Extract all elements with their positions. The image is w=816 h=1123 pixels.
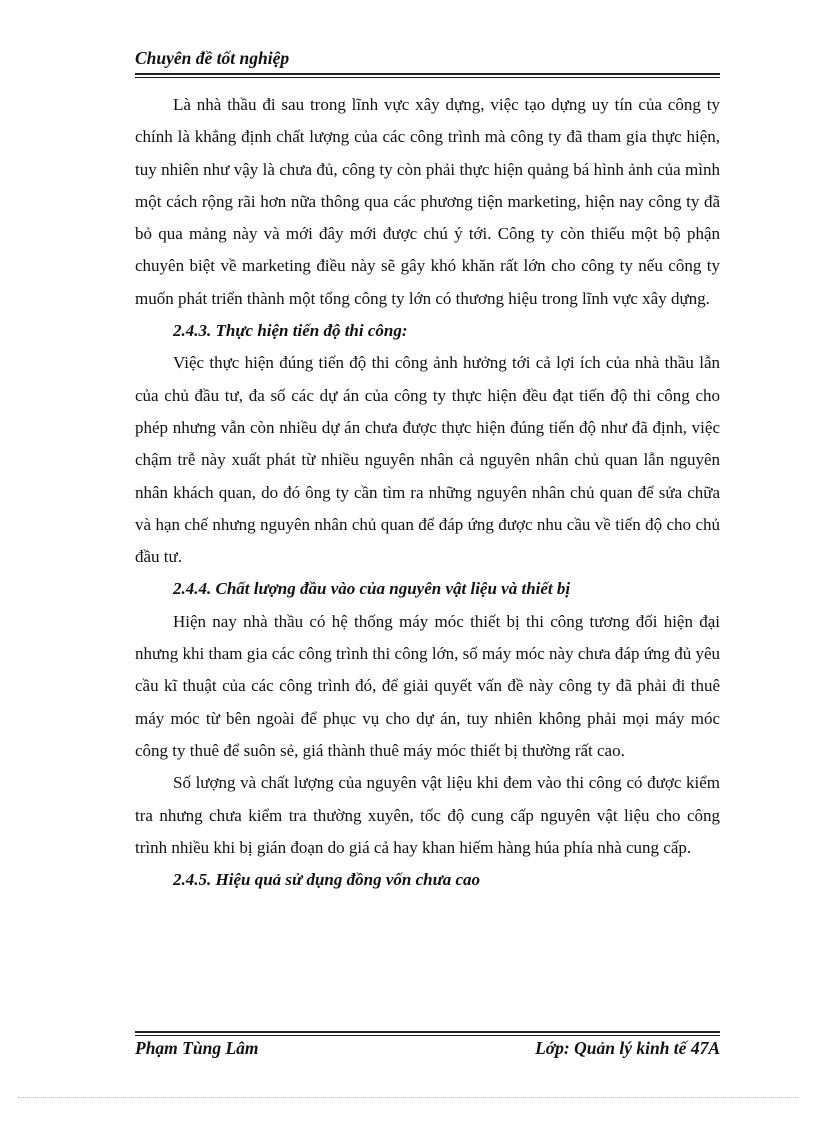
paragraph-marketing: Là nhà thầu đi sau trong lĩnh vực xây dựng, việc tạo dựng uy tín của công ty chính là khẳng định chất lượng của các công trình mà công ty đã tham gia thực hiện, tuy nhiên như vậy là chưa đủ, công ty còn phải thực hiện quảng bá hình ảnh của mình một cách rộng rãi hơn nữa thông qua các phương tiện marketing, hiện nay công ty đã bỏ qua mảng này và mới đây mới được chú ý tới. Công ty còn thiếu một bộ phận chuyên biệt về marketing điều này sẽ gây khó khăn rất lớn cho công ty nếu công ty muốn phát triển thành một tổng công ty lớn có thương hiệu trong lĩnh vực xây dựng. (135, 95, 720, 308)
section-heading-2-4-4: 2.4.4. Chất lượng đầu vào của nguyên vật liệu và thiết bị (173, 579, 571, 599)
section-heading-2-4-5: 2.4.5. Hiệu quả sử dụng đồng vốn chưa cao (173, 870, 481, 890)
page-bottom-border (18, 1097, 798, 1098)
footer-class: Lớp: Quản lý kinh tế 47A (535, 1038, 720, 1058)
paragraph-equipment: Hiện nay nhà thầu có hệ thống máy móc thiết bị thi công tương đối hiện đại nhưng khi tham gia các công trình thi công lớn, số máy móc này chưa đáp ứng đủ yêu cầu kĩ thuật của các công trình đó, để giải quyết vấn đề này công ty đã phải đi thuê máy móc từ bên ngoài để phục vụ cho dự án, tuy nhiên không phải mọi máy móc công ty thuê để suôn sẻ, giá thành thuê máy móc thiết bị thường rất cao. (135, 611, 720, 760)
paragraph-materials: Số lượng và chất lượng của nguyên vật liệu khi đem vào thi công có được kiểm tra nhưng chưa kiểm tra thường xuyên, tốc độ cung cấp nguyên vật liệu cho công trình nhiều khi bị gián đoạn do giá cả hay khan hiếm hàng húa phía nhà cung cấp. (135, 773, 720, 857)
page-header-title: Chuyên đề tốt nghiệp (135, 48, 290, 68)
footer-divider (135, 1031, 720, 1033)
section-heading-2-4-3: 2.4.3. Thực hiện tiến độ thi công: (173, 321, 408, 341)
footer-author: Phạm Tùng Lâm (135, 1038, 259, 1058)
paragraph-schedule: Việc thực hiện đúng tiến độ thi công ảnh hưởng tới cả lợi ích của nhà thầu lẫn của chủ đầu tư, đa số các dự án của công ty thực hiện đều đạt tiến độ thi công cho phép nhưng vẫn còn nhiều dự án chưa được thực hiện đúng tiến độ như đã định, việc chậm trễ này xuất phát từ nhiều nguyên nhân cả nguyên nhân chủ quan lẫn nguyên nhân khách quan, do đó ông ty cần tìm ra những nguyên nhân chủ quan để sửa chữa và hạn chế nhưng nguyên nhân chủ quan để đáp ứng được nhu cầu về tiến độ cho chủ đầu tư. (135, 353, 720, 567)
header-divider (135, 73, 720, 75)
document-body (135, 89, 720, 896)
